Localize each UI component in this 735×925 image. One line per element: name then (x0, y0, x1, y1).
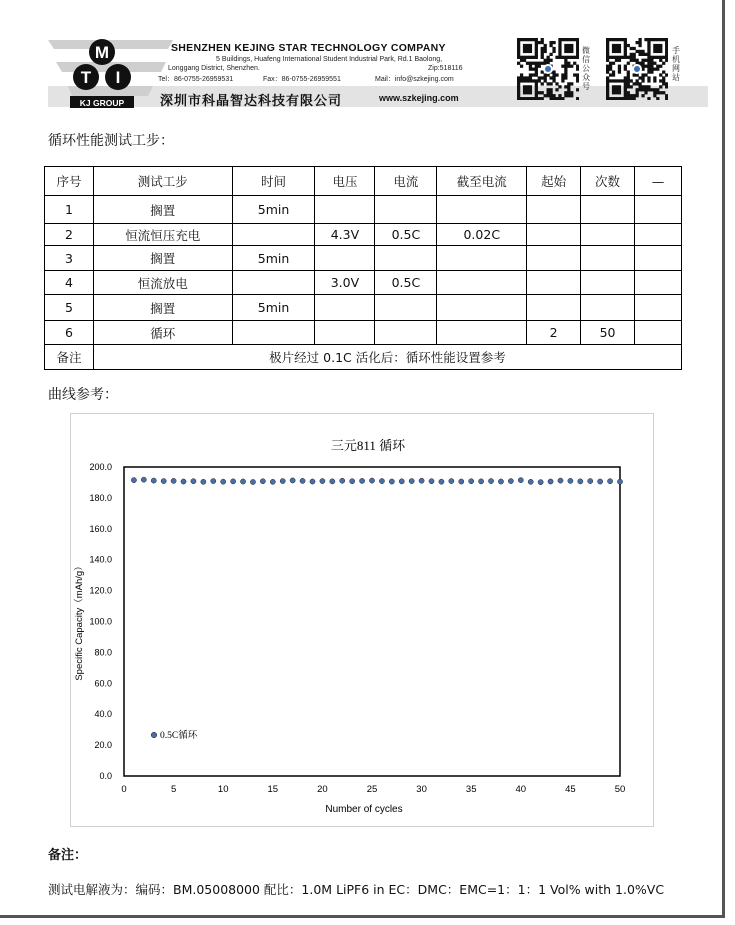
logo-letter-t: T (80, 68, 92, 87)
y-tick-label: 200.0 (89, 462, 112, 472)
website: www.szkejing.com (379, 93, 459, 103)
table-cell: 5min (232, 295, 315, 321)
data-point (607, 479, 612, 484)
cycle-steps-table (44, 166, 682, 370)
electrolyte-description: 测试电解液为：编码：BM.05008000 配比：1.0M LiPF6 in EC：DMC：EMC=1：1：1 Vol% with 1.0%VC (48, 882, 665, 897)
data-point (191, 479, 196, 484)
table-cell (581, 271, 635, 295)
company-name-en: SHENZHEN KEJING STAR TECHNOLOGY COMPANY (171, 42, 446, 54)
data-point (280, 478, 285, 483)
table-header-cell: 电压 (315, 167, 375, 196)
table-row (45, 271, 682, 295)
table-cell: 50 (581, 321, 635, 345)
data-point (588, 478, 593, 483)
table-cell: 6 (45, 321, 94, 345)
y-tick-label: 120.0 (89, 585, 112, 596)
table-cell (527, 271, 581, 295)
table-row (45, 224, 682, 246)
table-cell: 搁置 (93, 246, 232, 271)
table-cell: 搁置 (93, 196, 232, 224)
data-point (270, 479, 275, 484)
table-cell (375, 246, 437, 271)
table-header-cell: 次数 (581, 167, 635, 196)
bottom-remark-label: 备注： (48, 848, 88, 863)
data-point (429, 479, 434, 484)
x-tick-label: 35 (465, 784, 477, 795)
mail: Mail：info@szkejing.com (375, 76, 454, 83)
y-tick-label: 140.0 (89, 554, 112, 565)
data-point (300, 478, 305, 483)
x-tick-label: 0 (121, 784, 127, 795)
table-cell (232, 224, 315, 246)
table-cell (527, 196, 581, 224)
logo-letter-i: I (115, 68, 121, 87)
letterhead (48, 34, 708, 110)
data-point (488, 478, 493, 483)
table-cell (232, 321, 315, 345)
table-header-cell: 序号 (45, 167, 94, 196)
table-cell (581, 196, 635, 224)
company-logo (48, 34, 178, 110)
x-tick-label: 20 (317, 784, 328, 795)
table-header-cell: — (635, 167, 682, 196)
tel: Tel：86-0755-26959531 (158, 76, 234, 83)
table-cell (437, 321, 527, 345)
table-cell (315, 246, 375, 271)
data-point (528, 479, 533, 484)
zip-code: Zip:518116 (428, 65, 463, 72)
data-point (578, 479, 583, 484)
data-point (518, 478, 523, 483)
company-name-cn: 深圳市科晶智达科技有限公司 (160, 94, 343, 109)
qr-caption-wechat: 微信公众号 (582, 46, 590, 91)
table-header-cell: 起始 (527, 167, 581, 196)
table-row (45, 246, 682, 271)
table-cell (527, 295, 581, 321)
y-tick-label: 160.0 (89, 523, 112, 534)
y-tick-label: 180.0 (89, 492, 112, 503)
table-cell (315, 196, 375, 224)
table-cell: 2 (45, 224, 94, 246)
table-cell: 4.3V (315, 224, 375, 246)
data-point (330, 479, 335, 484)
x-tick-label: 5 (170, 784, 177, 795)
data-point (479, 479, 484, 484)
x-tick-label: 25 (366, 784, 378, 795)
remark-row (45, 345, 682, 370)
table-cell: 0.5C (375, 224, 437, 246)
table-cell: 5 (45, 295, 94, 321)
table-cell (437, 271, 527, 295)
table-cell: 3 (45, 246, 94, 271)
y-axis-label: Specific Capacity（mAh/g） (74, 561, 85, 681)
data-point (409, 478, 414, 483)
qr-code-wechat (517, 38, 579, 100)
y-tick-label: 20.0 (94, 740, 112, 751)
table-row (45, 196, 682, 224)
table-row (45, 295, 682, 321)
y-tick-label: 80.0 (94, 647, 112, 658)
table-cell: 3.0V (315, 271, 375, 295)
table-cell (581, 224, 635, 246)
table-cell: 0.02C (437, 224, 527, 246)
table-header-row (45, 167, 682, 196)
table-cell (635, 295, 682, 321)
table-cell (315, 321, 375, 345)
table-cell: 4 (45, 271, 94, 295)
table-cell (635, 271, 682, 295)
table-header-cell: 电流 (375, 167, 437, 196)
table-cell: 0.5C (375, 271, 437, 295)
data-point (290, 478, 295, 483)
data-point (508, 478, 513, 483)
x-tick-label: 30 (416, 784, 427, 795)
qr-code-website (606, 38, 668, 100)
data-point (340, 478, 345, 483)
table-cell (437, 295, 527, 321)
data-point (320, 478, 325, 483)
data-point (211, 478, 216, 483)
data-point (369, 478, 374, 483)
table-cell (437, 246, 527, 271)
table-cell: 5min (232, 246, 315, 271)
cycle-capacity-chart (70, 413, 654, 827)
data-point (617, 479, 622, 484)
logo-group-text: KJ GROUP (79, 98, 125, 108)
qr-caption-website: 手机网站 (672, 46, 680, 82)
data-point (310, 479, 315, 484)
y-tick-label: 0.0 (99, 771, 112, 781)
data-point (181, 479, 186, 484)
y-tick-label: 100.0 (89, 616, 112, 627)
address-line-2: Longgang District, Shenzhen. (168, 65, 260, 72)
x-tick-label: 10 (217, 784, 229, 795)
data-point (459, 479, 464, 484)
data-point (449, 478, 454, 483)
legend-marker (151, 732, 157, 738)
table-cell: 恒流放电 (93, 271, 232, 295)
table-cell (437, 196, 527, 224)
table-cell: 2 (527, 321, 581, 345)
data-point (359, 478, 364, 483)
curve-section-title: 曲线参考： (48, 387, 118, 403)
x-tick-label: 15 (267, 784, 279, 795)
data-point (538, 480, 543, 485)
table-cell (581, 246, 635, 271)
data-point (240, 479, 245, 484)
data-point (221, 479, 226, 484)
data-point (141, 477, 146, 482)
table-header-cell: 时间 (232, 167, 315, 196)
data-point (250, 479, 255, 484)
table-cell (232, 271, 315, 295)
data-point (379, 478, 384, 483)
table-header-cell: 测试工步 (93, 167, 232, 196)
table-cell (375, 196, 437, 224)
y-tick-label: 60.0 (94, 678, 112, 689)
data-point (231, 479, 236, 484)
data-point (171, 478, 176, 483)
data-point (151, 478, 156, 483)
fax: Fax：86-0755-26959551 (263, 76, 341, 83)
table-cell (375, 295, 437, 321)
table-cell: 循环 (93, 321, 232, 345)
remark-label: 备注 (45, 345, 94, 370)
x-tick-label: 40 (515, 784, 527, 795)
data-point (498, 479, 503, 484)
x-tick-label: 50 (614, 784, 626, 795)
data-point (260, 479, 265, 484)
table-cell: 5min (232, 196, 315, 224)
data-point (389, 479, 394, 484)
data-point (131, 478, 136, 483)
table-cell (375, 321, 437, 345)
data-point (598, 479, 603, 484)
table-cell (581, 295, 635, 321)
data-point (548, 479, 553, 484)
table-cell: 搁置 (93, 295, 232, 321)
x-axis-label: Number of cycles (325, 804, 403, 815)
table-cell: 1 (45, 196, 94, 224)
data-point (201, 479, 206, 484)
steps-section-title: 循环性能测试工步： (48, 133, 174, 149)
table-cell (527, 246, 581, 271)
x-tick-label: 45 (565, 784, 576, 795)
table-cell (635, 321, 682, 345)
address-line-1: 5 Buildings, Huafeng International Student Industrial Park, Rd.1 Baolong, (216, 56, 443, 63)
data-point (419, 478, 424, 483)
data-point (469, 479, 474, 484)
remark-text: 极片经过 0.1C 活化后：循环性能设置参考 (93, 345, 681, 370)
data-point (558, 478, 563, 483)
y-tick-label: 40.0 (94, 709, 112, 720)
logo-letter-m: M (94, 43, 110, 62)
table-cell: 恒流恒压充电 (93, 224, 232, 246)
table-cell (635, 224, 682, 246)
data-point (161, 478, 166, 483)
table-cell (635, 196, 682, 224)
table-cell (527, 224, 581, 246)
table-row (45, 321, 682, 345)
table-cell (635, 246, 682, 271)
table-header-cell: 截至电流 (437, 167, 527, 196)
legend-label: 0.5C循环 (160, 731, 198, 741)
chart-title: 三元811 循环 (330, 438, 406, 453)
data-point (399, 479, 404, 484)
table-cell (315, 295, 375, 321)
data-point (350, 479, 355, 484)
data-point (568, 478, 573, 483)
data-point (439, 479, 444, 484)
